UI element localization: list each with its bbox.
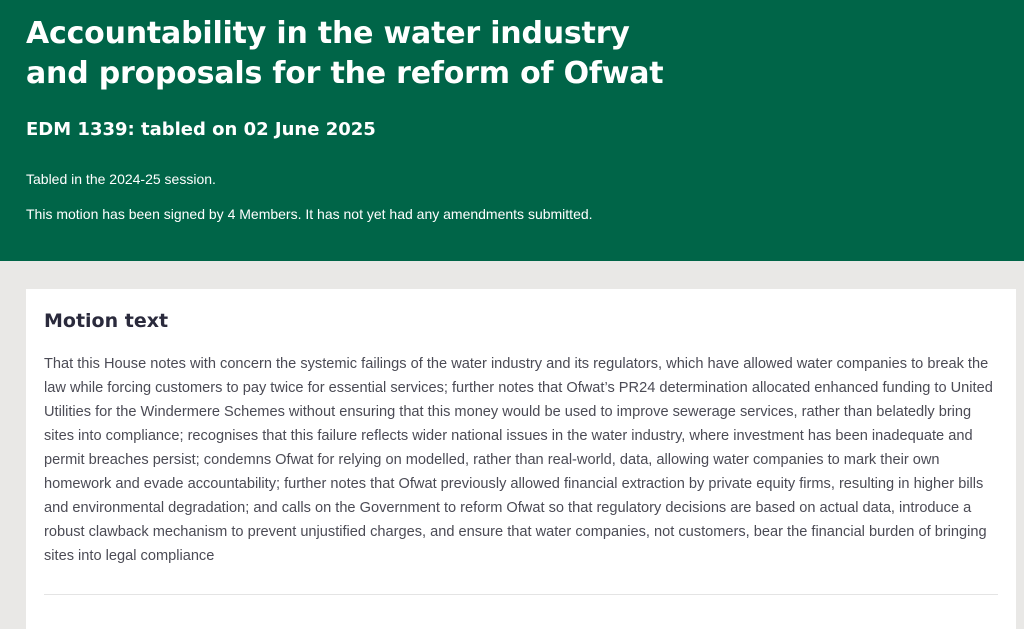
motion-text-heading: Motion text <box>44 310 169 332</box>
signatures-info: This motion has been signed by 4 Members. It has not yet had any amendments submitted. <box>26 206 593 222</box>
motion-header <box>0 0 1024 261</box>
session-info: Tabled in the 2024-25 session. <box>26 171 216 187</box>
section-divider <box>44 594 998 595</box>
edm-reference: EDM 1339: tabled on 02 June 2025 <box>26 119 376 140</box>
motion-text-body: That this House notes with concern the systemic failings of the water industry and its regulators, which have allowed water companies to break the law while forcing customers to pay twice for essential services; further notes that Ofwat’s PR24 determination allocated enhanced funding to United Utilities for the Windermere Schemes without ensuring that this money would be used to improve sewerage services, rather than belatedly bring sites into compliance; recognises that this failure reflects wider national issues in the water industry, where investment has been inadequate and permit breaches persist; condemns Ofwat for relying on modelled, rather than real-world, data, allowing water companies to mark their own homework and evade accountability; further notes that Ofwat previously allowed financial extraction by private equity firms, resulting in higher bills and environmental degradation; and calls on the Government to reform Ofwat so that regulatory decisions are based on actual data, introduce a robust clawback mechanism to prevent unjustified charges, and ensure that water companies, not customers, bear the financial burden of bringing sites into legal compliance <box>44 356 993 564</box>
page-title: Accountability in the water industry and proposals for the reform of Ofwat <box>26 16 664 91</box>
motion-text-card <box>26 289 1016 629</box>
